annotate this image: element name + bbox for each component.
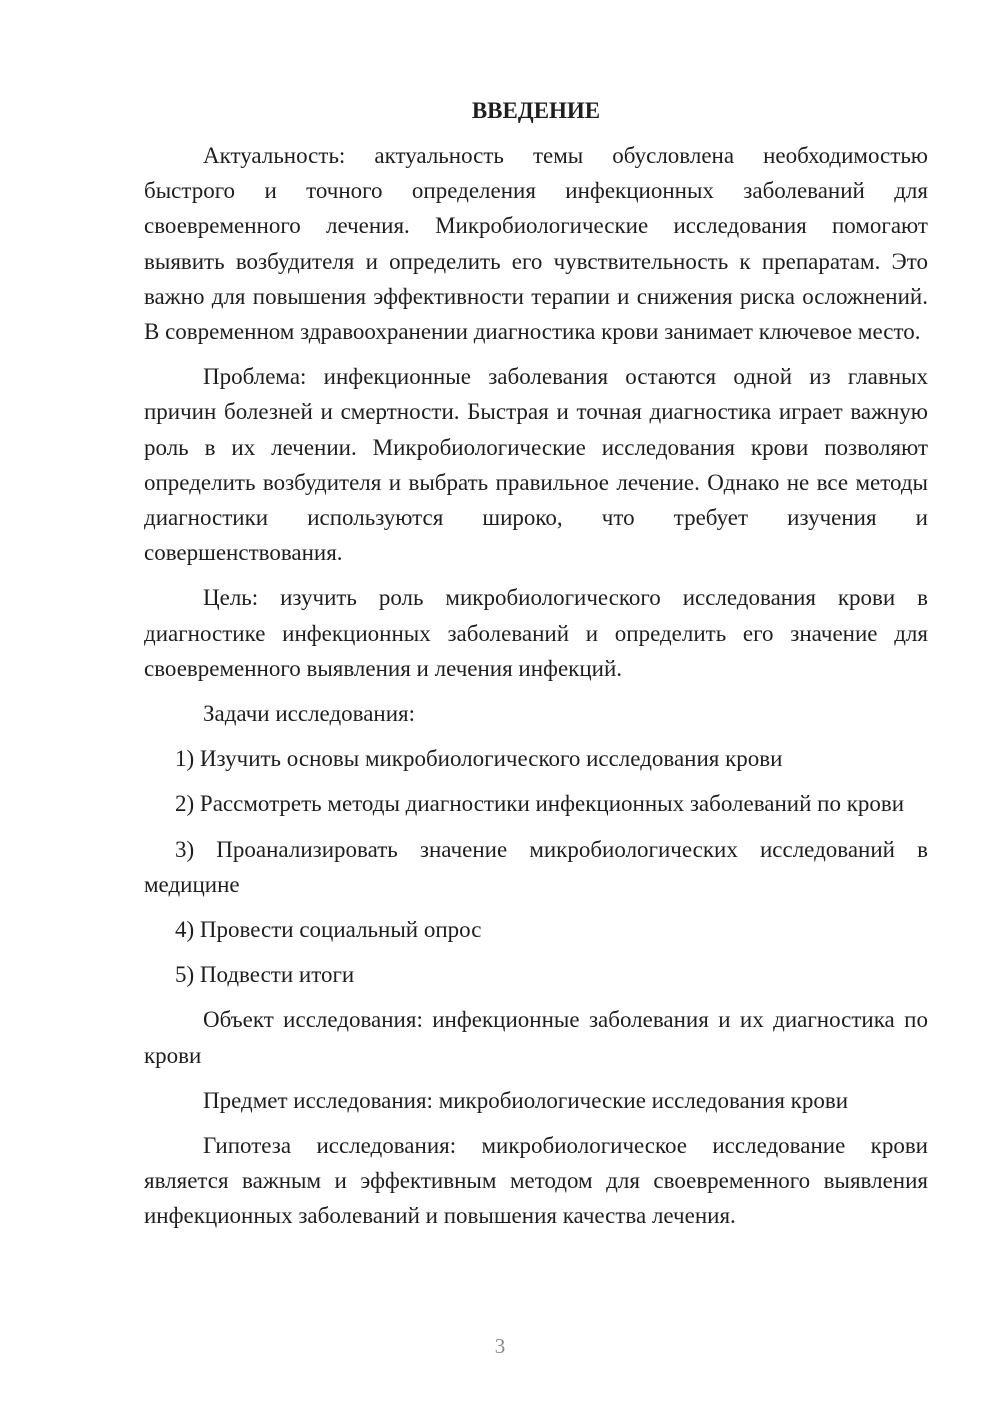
subject-paragraph: Предмет исследования: микробиологические исследования крови	[203, 1087, 849, 1113]
task-item: 3) Проанализировать значение микробиологических исследований в медицине	[144, 836, 928, 897]
hypothesis-paragraph: Гипотеза исследования: микробиологическое исследование крови является важным и эффективным методом для своевременного выявления инфекционных заболеваний и повышения качества лечения.	[144, 1133, 928, 1229]
task-item: 1) Изучить основы микробиологического исследования крови	[175, 746, 783, 772]
relevance-paragraph: Актуальность: актуальность темы обусловлена необходимостью быстрого и точного определения инфекционных заболеваний для своевременного лечения. Микробиологические исследования помогают выявить возбудителя и определить его чувствительность к препаратам. Это важно для повышения эффективности терапии и снижения риска осложнений. В современном здравоохранении диагностика крови занимает ключевое место.	[144, 143, 928, 345]
object-paragraph: Объект исследования: инфекционные заболевания и их диагностика по крови	[144, 1007, 928, 1068]
task-item: 4) Провести социальный опрос	[175, 917, 482, 943]
page-number: 3	[494, 1334, 506, 1358]
task-item: 5) Подвести итоги	[175, 962, 355, 988]
document-page	[144, 93, 928, 1234]
problem-paragraph: Проблема: инфекционные заболевания остаются одной из главных причин болезней и смертности. Быстрая и точная диагностика играет важную роль в их лечении. Микробиологические исследования крови позволяют определить возбудителя и выбрать правильное лечение. Однако не все методы диагностики используются широко, что требует изучения и совершенствования.	[144, 364, 928, 566]
task-item: 2) Рассмотреть методы диагностики инфекционных заболеваний по крови	[175, 791, 905, 817]
page-title: ВВЕДЕНИЕ	[471, 98, 601, 123]
tasks-heading: Задачи исследования:	[203, 701, 416, 727]
goal-paragraph: Цель: изучить роль микробиологического исследования крови в диагностике инфекционных заболеваний и определить его значение для своевременного выявления и лечения инфекций.	[144, 585, 928, 681]
